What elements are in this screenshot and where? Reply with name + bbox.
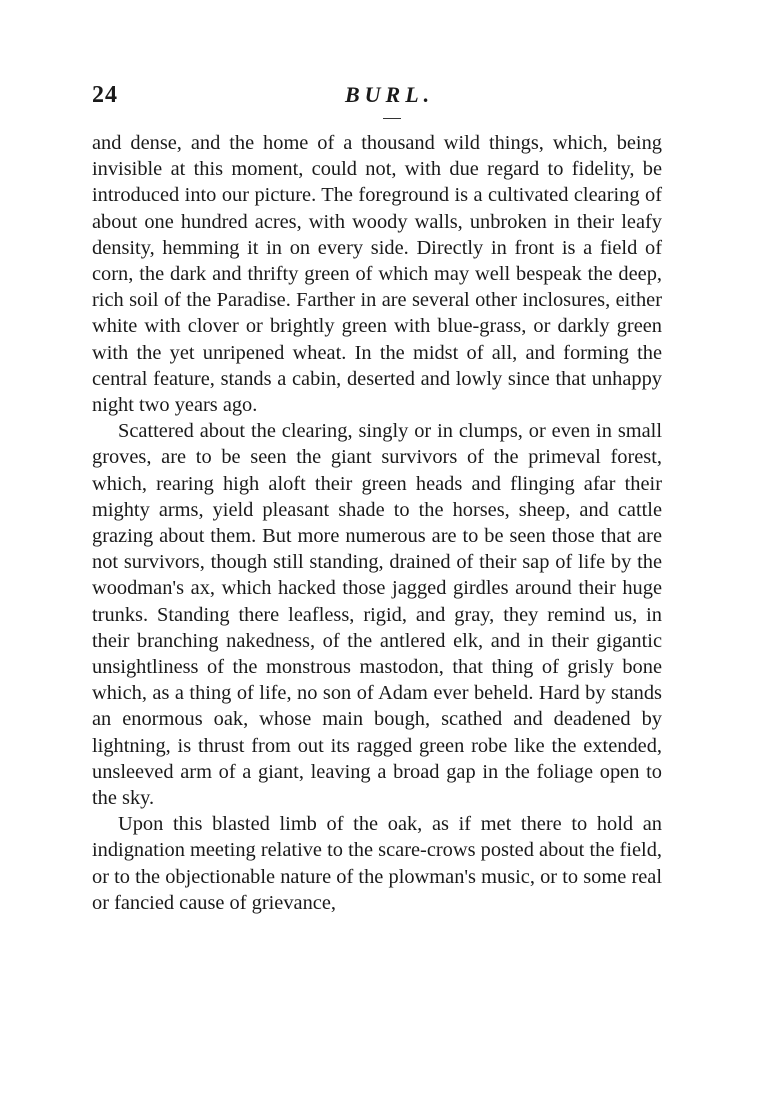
page-number: 24 <box>92 82 118 108</box>
running-title: BURL. <box>345 82 435 107</box>
paragraph-scattered: Scattered about the clearing, singly or in clumps, or even in small groves, are to be seen the giant survivors of the primeval forest, which, rearing high aloft their green heads and flinging afar their mighty arms, yield pleasant shade to the horses, sheep, and cattle grazing about them. But more numerous are to be seen those that are not survivors, though still standing, drained of their sap of life by the woodman's ax, which hacked those jagged girdles around their huge trunks. Standing there leafless, rigid, and gray, they remind us, in their branching nakedness, of the antlered elk, and in their gigantic unsightliness of the monstrous mastodon, that thing of grisly bone which, as a thing of life, no son of Adam ever beheld. Hard by stands an enormous oak, whose main bough, scathed and deadened by lightning, is thrust from out its ragged green robe like the extended, unsleeved arm of a giant, leaving a broad gap in the foliage open to the sky. <box>92 420 662 810</box>
page-header <box>92 82 662 112</box>
paragraph-upon: Upon this blasted limb of the oak, as if met there to hold an indignation meeting relative to the scare-crows posted about the field, or to the objectionable nature of the plowman's music, or to some real or fancied cause of grievance, <box>92 813 662 914</box>
header-rule <box>383 118 401 119</box>
paragraph-continued: and dense, and the home of a thousand wild things, which, being invisible at this moment, could not, with due regard to fidelity, be introduced into our picture. The foreground is a cultivated clearing of about one hundred acres, with woody walls, unbroken in their leafy density, hemming it in on every side. Directly in front is a field of corn, the dark and thrifty green of which may well bespeak the deep, rich soil of the Paradise. Farther in are several other inclosures, either white with clover or brightly green with blue-grass, or darkly green with the yet unripened wheat. In the midst of all, and forming the central feature, stands a cabin, deserted and lowly since that unhappy night two years ago. <box>92 132 662 417</box>
book-page <box>92 82 662 916</box>
body-text <box>92 130 662 916</box>
